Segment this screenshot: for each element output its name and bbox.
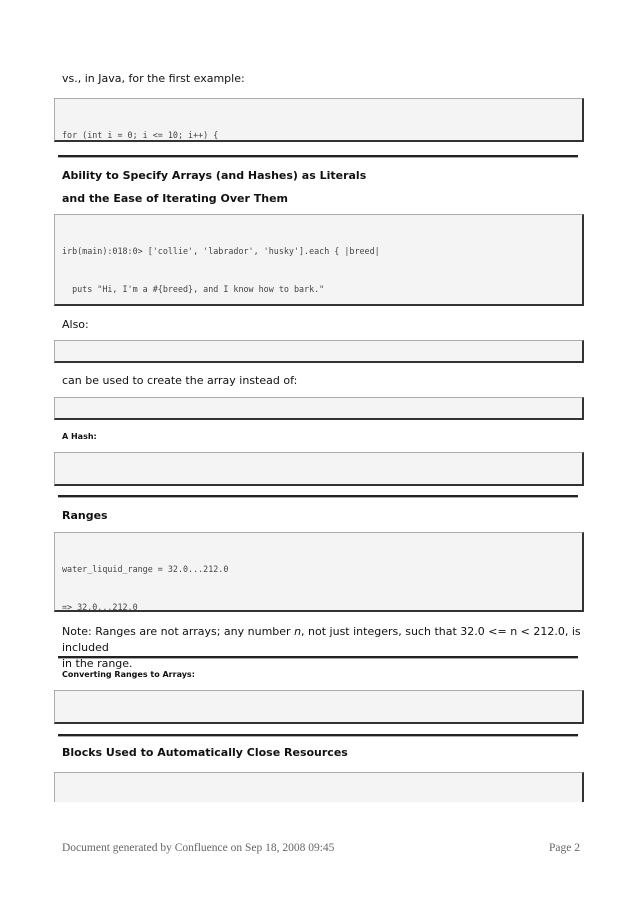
note-suffix: , not just integers, such that 32.0 <= n < 212.0, is included (62, 625, 581, 654)
footer-generated-text: Document generated by Confluence on Sep 18, 2008 09:45 (62, 842, 335, 854)
note-variable: n (294, 625, 302, 638)
section-divider (58, 155, 578, 158)
note-prefix: Note: Ranges are not arrays; any number (62, 625, 295, 638)
java-code-block (54, 98, 584, 142)
code-line (62, 483, 582, 486)
section-title-blocks: Blocks Used to Automatically Close Resources (62, 746, 348, 759)
instead-text: can be used to create the array instead of: (62, 374, 298, 387)
also-text: Also: (62, 318, 89, 331)
ranges-note (62, 624, 582, 672)
section-title-ranges: Ranges (62, 509, 108, 522)
array-literal-code-block (54, 397, 584, 420)
code-line: => 32.0...212.0 (62, 601, 138, 612)
footer-page-number: Page 2 (549, 842, 580, 854)
arrays-code-block (54, 214, 584, 306)
section-subtitle-arrays: and the Ease of Iterating Over Them (62, 192, 288, 205)
hash-label: A Hash: (62, 432, 97, 441)
convert-label: Converting Ranges to Arrays: (62, 670, 195, 679)
code-line (62, 721, 582, 724)
convert-code-block (54, 690, 584, 724)
section-divider (58, 734, 578, 737)
section-divider (58, 656, 578, 659)
ranges-code-block (54, 532, 584, 612)
w-literal-code-block (54, 340, 584, 363)
section-title-arrays: Ability to Specify Arrays (and Hashes) as Literals (62, 169, 367, 182)
note-line-2: in the range. (62, 657, 133, 670)
blocks-code-block (54, 772, 584, 802)
intro-text: vs., in Java, for the first example: (62, 72, 245, 85)
code-line: irb(main):018:0> ['collie', 'labrador', 'husky'].each { |breed| (62, 246, 380, 256)
hash-code-block (54, 452, 584, 486)
code-line: puts "Hi, I'm a #{breed}, and I know how to bark." (62, 283, 325, 294)
code-line: water_liquid_range = 32.0...212.0 (62, 564, 229, 574)
section-divider (58, 495, 578, 498)
code-line: for (int i = 0; i <= 10; i++) { (62, 130, 219, 140)
